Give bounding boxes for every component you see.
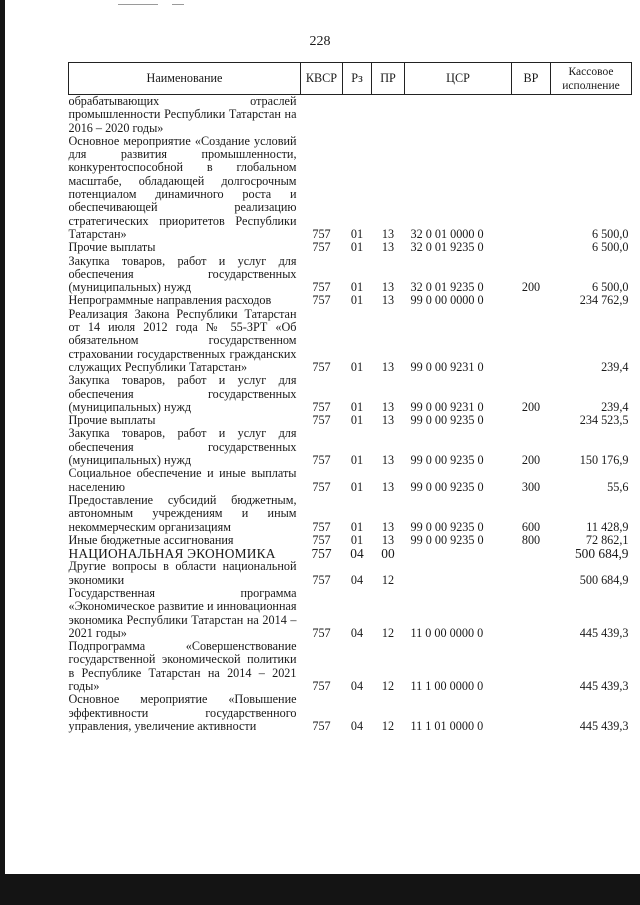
cell-rz: 01	[350, 519, 364, 534]
cell-pr: 12	[381, 625, 395, 640]
cell-kvsr: 757	[312, 479, 331, 494]
cell-amount: 6 500,0	[591, 280, 629, 295]
cell-rz: 04	[350, 572, 364, 587]
cell-vr	[512, 308, 551, 374]
budget-execution-table	[68, 62, 632, 733]
table-row	[69, 241, 632, 254]
scan-mark	[172, 4, 184, 5]
cell-pr: 13	[381, 226, 395, 241]
header-kvsr: КВСР	[301, 63, 343, 95]
cell-name: Предоставление субсидий бюджетным, автономным учреждениям и иным некоммерческим организациям	[68, 492, 297, 534]
table-row	[69, 494, 632, 534]
table-row	[69, 534, 632, 547]
cell-name: НАЦИОНАЛЬНАЯ ЭКОНОМИКА	[68, 546, 276, 562]
cell-csr: 99 0 00 9235 0	[410, 413, 484, 428]
cell-pr: 13	[381, 399, 395, 414]
cell-name: Другие вопросы в области национальной экономики	[68, 559, 297, 587]
table-row	[69, 414, 632, 427]
table-body	[69, 95, 632, 734]
cell-name: Закупка товаров, работ и услуг для обеспечения государственных (муниципальных) нужд	[68, 253, 297, 295]
cell-vr: 800	[521, 532, 541, 547]
cell-name: Социальное обеспечение и иные выплаты населению	[68, 466, 297, 494]
cell-name: Непрограммные направления расходов	[68, 293, 272, 308]
header-rz: Рз	[343, 63, 372, 95]
cell-kvsr: 757	[312, 519, 331, 534]
header-pr: ПР	[372, 63, 405, 95]
table-row	[69, 294, 632, 307]
table-row	[69, 640, 632, 693]
cell-name: обрабатывающих отраслей промышленности Республики Татарстан на 2016 – 2020 годы»	[68, 94, 297, 135]
cell-name: Закупка товаров, работ и услуг для обеспечения государственных (муниципальных) нужд	[68, 426, 297, 468]
cell-vr: 200	[521, 453, 541, 468]
cell-kvsr: 757	[312, 399, 331, 414]
header-vr: ВР	[512, 63, 551, 95]
cell-rz: 04	[350, 546, 364, 562]
cell-name: Основное мероприятие «Создание условий для развития промышленности, конкурентоспособной в глобальном масштабе, обладающей долгосрочным потенциалом динамичного роста и обеспечивающей реализацию стратегических приоритетов Республики Татарстан»	[68, 133, 297, 241]
cell-vr	[512, 640, 551, 693]
cell-rz: 01	[350, 532, 364, 547]
cell-amount: 239,4	[601, 399, 629, 414]
table-row	[69, 547, 632, 560]
cell-pr: 13	[381, 453, 395, 468]
cell-pr: 13	[381, 280, 395, 295]
cell-csr	[405, 560, 512, 587]
cell-amount: 239,4	[601, 359, 629, 374]
cell-rz	[343, 95, 372, 135]
cell-vr	[512, 241, 551, 254]
cell-amount: 6 500,0	[591, 226, 629, 241]
cell-csr: 32 0 01 9235 0	[410, 280, 484, 295]
cell-csr: 99 0 00 9235 0	[410, 519, 484, 534]
cell-rz: 04	[350, 718, 364, 733]
table-row	[69, 308, 632, 374]
cell-kvsr: 757	[312, 718, 331, 733]
table-row	[69, 587, 632, 640]
cell-rz: 01	[350, 240, 364, 255]
cell-rz: 04	[350, 679, 364, 694]
cell-csr: 32 0 01 9235 0	[410, 240, 484, 255]
cell-rz: 01	[350, 226, 364, 241]
cell-pr: 00	[381, 546, 395, 562]
cell-pr: 12	[381, 572, 395, 587]
header-amount: Кассовое исполнение	[551, 63, 632, 95]
cell-csr: 11 1 00 0000 0	[410, 679, 484, 694]
scan-mark	[118, 4, 158, 5]
cell-amount: 234 762,9	[579, 293, 629, 308]
cell-kvsr: 757	[312, 532, 331, 547]
cell-csr: 99 0 00 0000 0	[410, 293, 484, 308]
cell-csr: 99 0 00 9235 0	[410, 479, 484, 494]
cell-csr: 99 0 00 9231 0	[410, 399, 484, 414]
cell-vr	[512, 95, 551, 135]
cell-amount: 445 439,3	[579, 718, 629, 733]
cell-csr: 99 0 00 9235 0	[410, 532, 484, 547]
cell-kvsr: 757	[311, 546, 332, 562]
table-row	[69, 467, 632, 494]
cell-amount: 55,6	[607, 479, 629, 494]
cell-vr	[512, 547, 551, 560]
cell-rz: 04	[350, 625, 364, 640]
cell-rz: 01	[350, 479, 364, 494]
cell-kvsr: 757	[312, 280, 331, 295]
cell-name: Прочие выплаты	[68, 413, 156, 428]
table-row	[69, 255, 632, 295]
cell-vr: 200	[521, 399, 541, 414]
table-header-row	[69, 63, 632, 95]
cell-vr	[512, 135, 551, 241]
cell-name: Иные бюджетные ассигнования	[68, 532, 234, 547]
cell-amount	[551, 95, 632, 135]
cell-pr: 13	[381, 413, 395, 428]
cell-pr: 13	[381, 479, 395, 494]
cell-amount: 445 439,3	[579, 679, 629, 694]
table-row	[69, 95, 632, 135]
cell-vr	[512, 587, 551, 640]
cell-name: Подпрограмма «Совершенствование государственной экономической политики в Республике Татарстан на 2014 – 2021 годы»	[68, 639, 297, 694]
cell-rz: 01	[350, 413, 364, 428]
cell-kvsr: 757	[312, 572, 331, 587]
table-row	[69, 693, 632, 733]
cell-amount: 150 176,9	[579, 453, 629, 468]
cell-kvsr: 757	[312, 226, 331, 241]
cell-pr: 12	[381, 679, 395, 694]
cell-vr	[512, 294, 551, 307]
scan-border-bottom	[0, 874, 640, 905]
cell-kvsr: 757	[312, 679, 331, 694]
table-row	[69, 135, 632, 241]
cell-amount: 445 439,3	[579, 625, 629, 640]
cell-csr: 99 0 00 9235 0	[410, 453, 484, 468]
cell-amount: 72 862,1	[585, 532, 629, 547]
cell-csr: 32 0 01 0000 0	[410, 226, 484, 241]
cell-kvsr: 757	[312, 413, 331, 428]
header-name: Наименование	[69, 63, 301, 95]
cell-rz: 01	[350, 453, 364, 468]
cell-csr: 99 0 00 9231 0	[410, 359, 484, 374]
cell-csr: 11 0 00 0000 0	[410, 625, 484, 640]
cell-kvsr: 757	[312, 359, 331, 374]
cell-amount: 500 684,9	[574, 546, 629, 562]
cell-kvsr: 757	[312, 625, 331, 640]
cell-pr: 13	[381, 532, 395, 547]
table-row	[69, 427, 632, 467]
cell-kvsr: 757	[312, 293, 331, 308]
cell-rz: 01	[350, 399, 364, 414]
cell-rz: 01	[350, 359, 364, 374]
cell-pr	[372, 95, 405, 135]
page-number: 228	[309, 34, 331, 49]
cell-amount: 11 428,9	[586, 519, 629, 534]
cell-vr	[512, 560, 551, 587]
cell-csr	[405, 95, 512, 135]
cell-pr: 13	[381, 359, 395, 374]
cell-name: Государственная программа «Экономическое развитие и инновационная экономика Республики Татарстан на 2014 – 2021 годы»	[68, 585, 297, 640]
table-row	[69, 560, 632, 587]
table-row	[69, 374, 632, 414]
cell-vr: 300	[521, 479, 541, 494]
cell-amount: 234 523,5	[579, 413, 629, 428]
cell-pr: 13	[381, 519, 395, 534]
cell-name: Прочие выплаты	[68, 240, 156, 255]
cell-vr: 200	[521, 280, 541, 295]
cell-rz: 01	[350, 280, 364, 295]
cell-pr: 13	[381, 240, 395, 255]
cell-csr: 11 1 01 0000 0	[410, 718, 484, 733]
cell-kvsr	[301, 95, 343, 135]
scan-border-left	[0, 0, 5, 905]
cell-pr: 13	[381, 293, 395, 308]
cell-amount: 6 500,0	[591, 240, 629, 255]
cell-kvsr: 757	[312, 453, 331, 468]
cell-amount: 500 684,9	[579, 572, 629, 587]
cell-rz: 01	[350, 293, 364, 308]
header-csr: ЦСР	[405, 63, 512, 95]
cell-kvsr: 757	[312, 240, 331, 255]
cell-name: Основное мероприятие «Повышение эффективности государственного управления, увеличение активности	[68, 692, 297, 733]
cell-vr: 600	[521, 519, 541, 534]
cell-name: Реализация Закона Республики Татарстан от 14 июля 2012 года № 55-ЗРТ «Об обязательном государственном страховании государственных гражданских служащих Республики Татарстан»	[68, 306, 297, 374]
cell-csr	[405, 547, 512, 560]
cell-name: Закупка товаров, работ и услуг для обеспечения государственных (муниципальных) нужд	[68, 373, 297, 414]
cell-pr: 12	[381, 718, 395, 733]
cell-vr	[512, 414, 551, 427]
cell-vr	[512, 693, 551, 733]
